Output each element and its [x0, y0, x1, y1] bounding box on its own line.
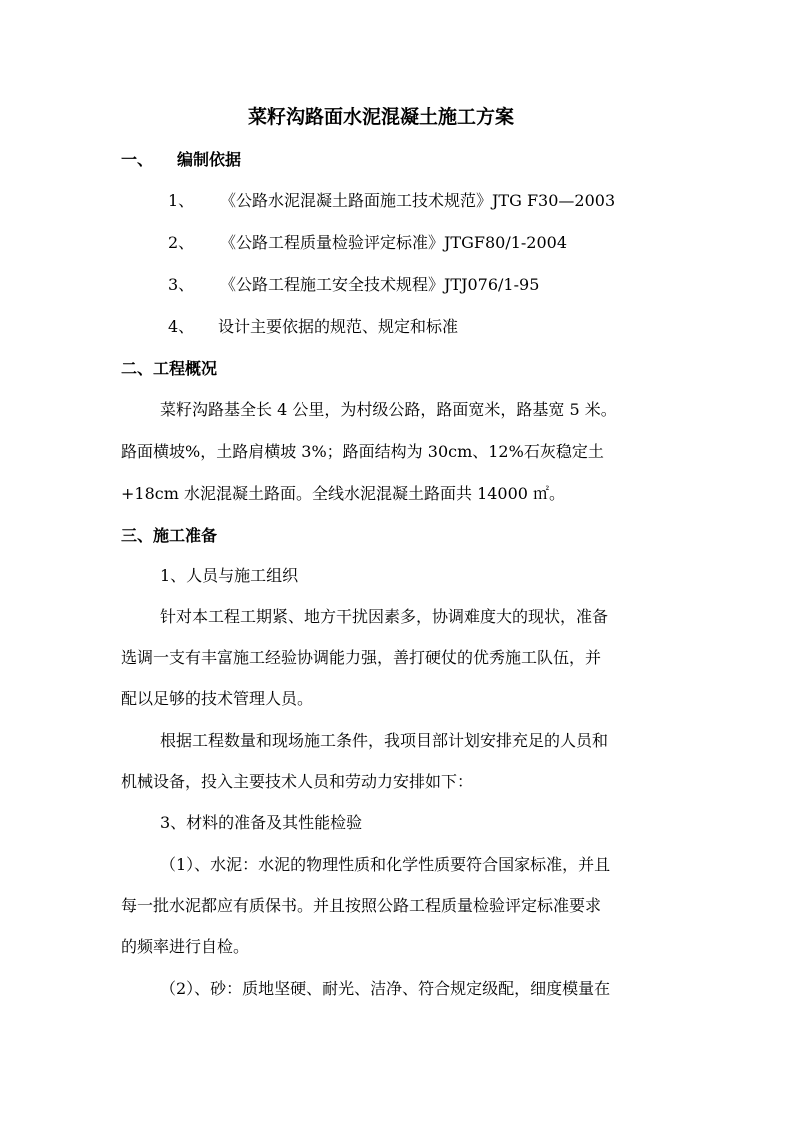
paragraph-line: 机械设备，投入主要技术人员和劳动力安排如下：: [121, 772, 474, 791]
paragraph-line: 根据工程数量和现场施工条件，我项目部计划安排充足的人员和: [160, 731, 609, 750]
list-item-text: 《公路水泥混凝土路面施工技术规范》JTG F30—2003: [220, 191, 616, 210]
list-item-text: 《公路工程质量检验评定标准》JTGF80/1-2004: [220, 233, 568, 252]
paragraph-line: 针对本工程工期紧、地方干扰因素多，协调难度大的现状，准备: [160, 607, 609, 626]
paragraph-line: 选调一支有丰富施工经验协调能力强，善打硬仗的优秀施工队伍，并: [121, 648, 602, 667]
section-2-heading: 二、工程概况: [121, 359, 218, 378]
paragraph-line: （2）、砂：质地坚硬、耐光、洁净、符合规定级配，细度模量在: [160, 979, 611, 998]
paragraph-line: 路面横坡%，土路肩横坡 3%；路面结构为 30cm、12%石灰稳定土: [121, 442, 604, 461]
subsection-heading: 3、材料的准备及其性能检验: [160, 813, 363, 832]
paragraph-line: +18cm 水泥混凝土路面。全线水泥混凝土路面共 14000 ㎡。: [121, 484, 566, 503]
list-item-number: 3、: [168, 275, 195, 294]
document-title: 菜籽沟路面水泥混凝土施工方案: [248, 106, 515, 128]
section-1-heading-number: 一、: [121, 150, 154, 169]
subsection-heading: 1、人员与施工组织: [160, 566, 299, 585]
paragraph-line: 的频率进行自检。: [121, 937, 250, 956]
paragraph-line: 每一批水泥都应有质保书。并且按照公路工程质量检验评定标准要求: [121, 896, 602, 915]
list-item-number: 4、: [168, 317, 195, 336]
paragraph-line: 配以足够的技术管理人员。: [121, 689, 314, 708]
section-3-heading: 三、施工准备: [121, 526, 218, 545]
list-item-text: 设计主要依据的规范、规定和标准: [218, 317, 459, 336]
section-1-heading-text: 编制依据: [177, 150, 242, 169]
list-item-number: 2、: [168, 233, 195, 252]
list-item-text: 《公路工程施工安全技术规程》JTJ076/1-95: [220, 275, 540, 294]
paragraph-line: （1）、水泥：水泥的物理性质和化学性质要符合国家标准，并且: [160, 855, 611, 874]
list-item-number: 1、: [168, 191, 195, 210]
paragraph-line: 菜籽沟路基全长 4 公里，为村级公路，路面宽米，路基宽 5 米。: [160, 400, 617, 419]
